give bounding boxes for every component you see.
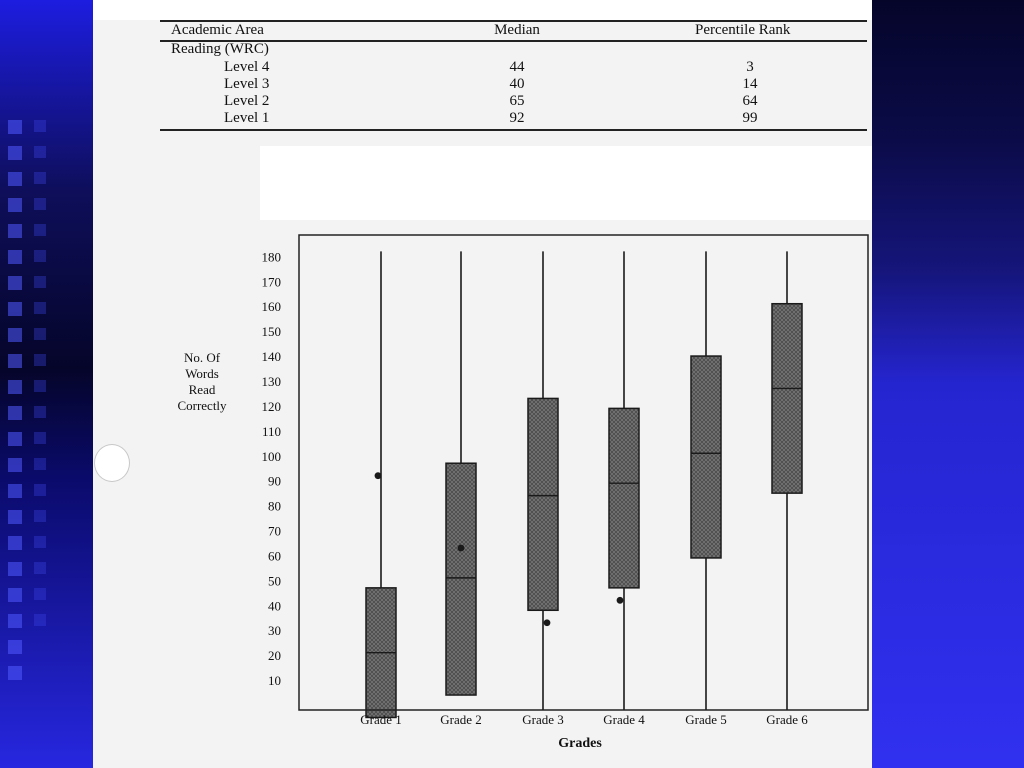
outlier-points [375, 472, 624, 626]
x-tick-label: Grade 2 [440, 712, 482, 727]
y-axis-label-line: Words [185, 366, 219, 381]
box [446, 463, 476, 695]
box [528, 398, 558, 610]
y-tick-label: 90 [268, 473, 281, 489]
y-tick-label: 10 [268, 673, 281, 689]
y-tick-label: 180 [261, 249, 281, 265]
y-tick-label: 150 [261, 324, 281, 340]
x-tick-labels [360, 712, 808, 727]
header-percentile-rank: Percentile Rank [695, 22, 791, 38]
y-tick-labels [262, 249, 282, 688]
row-median: 92 [509, 110, 525, 126]
row-percentile: 3 [746, 59, 754, 75]
row-median: 65 [509, 93, 525, 109]
row-label: Level 4 [224, 59, 270, 75]
y-tick-label: 100 [261, 448, 281, 464]
row-median: 44 [509, 59, 525, 75]
y-tick-label: 30 [268, 623, 281, 639]
row-percentile: 99 [742, 110, 758, 126]
row-label: Level 3 [224, 76, 270, 92]
y-axis-label-line: Correctly [177, 398, 227, 413]
box [609, 408, 639, 587]
y-tick-label: 140 [261, 349, 281, 365]
y-tick-label: 110 [261, 423, 281, 439]
y-tick-label: 120 [261, 398, 281, 414]
y-tick-label: 170 [261, 274, 281, 290]
row-percentile: 64 [742, 93, 758, 109]
y-tick-label: 60 [268, 548, 281, 564]
outlier-point [375, 472, 382, 479]
section-label: Reading (WRC) [171, 41, 269, 57]
row-median: 40 [509, 76, 525, 92]
y-tick-label: 80 [268, 498, 281, 514]
box [691, 356, 721, 558]
y-tick-label: 20 [268, 648, 281, 664]
y-tick-label: 50 [268, 573, 281, 589]
x-tick-label: Grade 5 [685, 712, 727, 727]
y-tick-label: 70 [268, 523, 281, 539]
y-tick-label: 160 [261, 299, 281, 315]
x-tick-label: Grade 4 [603, 712, 645, 727]
whiskers [381, 251, 787, 710]
header-academic-area: Academic Area [171, 22, 264, 38]
header-median: Median [494, 22, 540, 38]
row-percentile: 14 [742, 76, 758, 92]
x-tick-label: Grade 3 [522, 712, 564, 727]
row-label: Level 2 [224, 93, 270, 109]
box [772, 304, 802, 493]
outlier-point [544, 619, 551, 626]
boxes [366, 304, 802, 718]
y-tick-label: 130 [261, 373, 281, 389]
x-tick-label: Grade 1 [360, 712, 402, 727]
outlier-point [617, 597, 624, 604]
x-tick-label: Grade 6 [766, 712, 808, 727]
x-axis-title: Grades [558, 736, 602, 751]
y-axis-label-line: Read [188, 382, 216, 397]
y-axis-label-line: No. Of [183, 350, 221, 365]
outlier-point [458, 545, 465, 552]
row-label: Level 1 [224, 110, 270, 126]
y-tick-label: 40 [268, 598, 281, 614]
